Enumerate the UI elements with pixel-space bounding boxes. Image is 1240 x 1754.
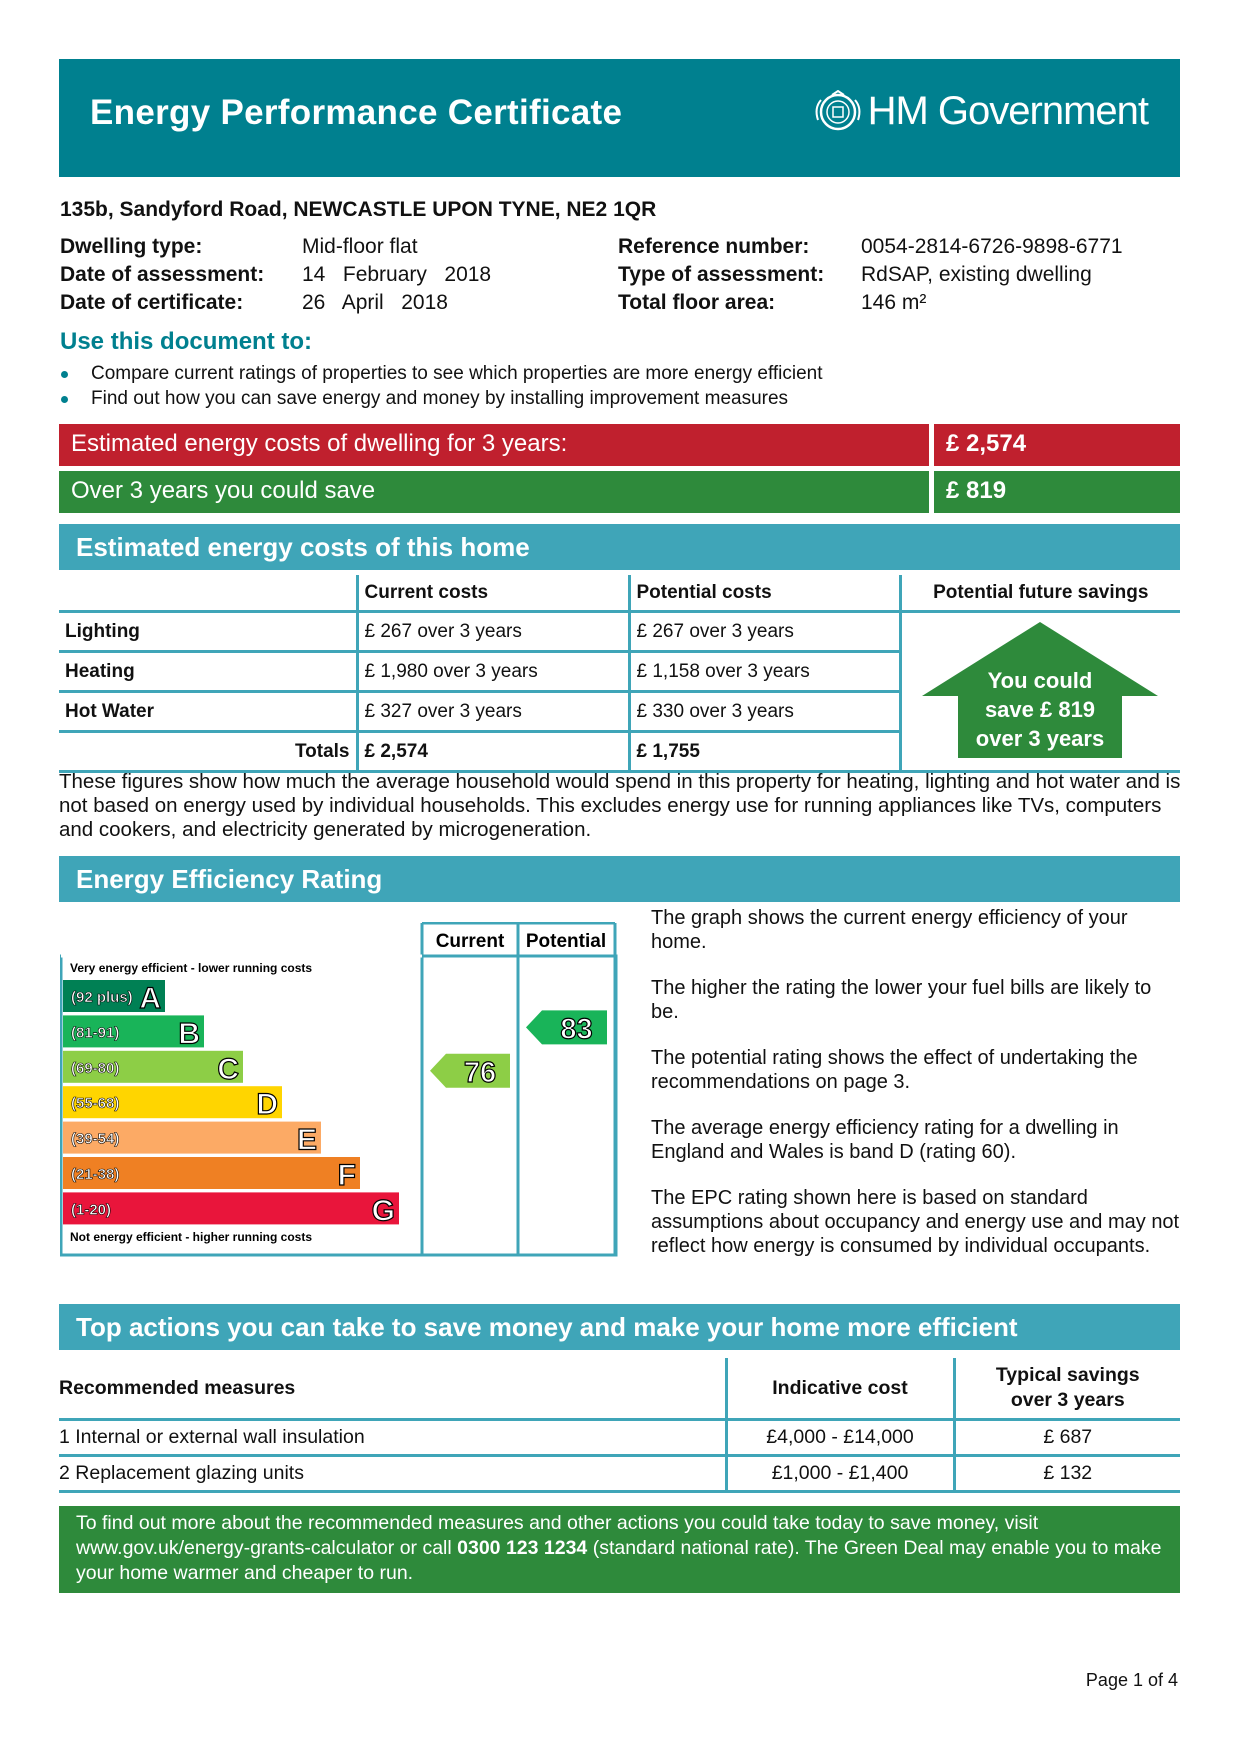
assessment-type-value: RdSAP, existing dwelling [861, 263, 1092, 286]
table-row [59, 1420, 1180, 1456]
explanation-paragraph: The higher the rating the lower your fuel bills are likely to be. [651, 977, 1152, 1023]
savings-value: £ 819 [946, 477, 1007, 504]
rating-band-range: (21-38) [71, 1166, 120, 1183]
savings-header [954, 1358, 1180, 1420]
current-cost: £ 267 over 3 years [357, 612, 629, 652]
savings-arrow [920, 622, 1160, 758]
rating-band-range: (39-54) [71, 1130, 120, 1148]
efficiency-explanation [651, 906, 1181, 1280]
measure-name: 1 Internal or external wall insulation [59, 1420, 726, 1456]
assessment-type-label: Type of assessment: [618, 263, 825, 286]
page-number: Page 1 of 4 [1085, 1670, 1178, 1690]
measures-header: Recommended measures [59, 1358, 726, 1420]
savings-bar [59, 471, 1180, 513]
rating-band-letter: D [256, 1088, 278, 1122]
assessment-date-label: Date of assessment: [60, 263, 265, 286]
page-title: Energy Performance Certificate [90, 93, 623, 132]
savings-label: Over 3 years you could save [71, 477, 376, 504]
floor-area-value: 146 m² [861, 291, 927, 314]
table-header-row [59, 1358, 1180, 1420]
current-cost: £ 1,980 over 3 years [357, 652, 629, 692]
measure-name: 2 Replacement glazing units [59, 1456, 726, 1492]
floor-area-label: Total floor area: [618, 291, 776, 314]
row-name: Lighting [59, 612, 357, 652]
row-name: Heating [59, 652, 357, 692]
current-column-label: Current [435, 931, 505, 952]
more-info-box [59, 1506, 1180, 1593]
list-item: Find out how you can save energy and money by installing improvement measures [60, 388, 823, 413]
table-header-cell: Potential costs [629, 575, 900, 612]
recommended-measures-table [59, 1358, 1180, 1493]
dwelling-type-value: Mid-floor flat [302, 235, 418, 258]
estimated-cost-label: Estimated energy costs of dwelling for 3 years: [71, 430, 568, 457]
measure-saving: £ 132 [954, 1456, 1180, 1492]
estimated-cost-value: £ 2,574 [946, 430, 1027, 457]
table-row [59, 1456, 1180, 1492]
more-info-text-start: To find out more about the recommended measures and other actions you could take today to save money, visit www.gov.uk/energy-grants-calculator or call [76, 1512, 1039, 1559]
estimated-cost-bar [59, 424, 1180, 466]
current-rating-marker-value: 76 [463, 1056, 497, 1089]
table-header-cell: Current costs [357, 575, 629, 612]
rating-band-range: (69-80) [71, 1059, 120, 1077]
savings-arrow-line: over 3 years [975, 726, 1105, 751]
savings-box [934, 471, 1180, 513]
rating-band-range: (92 plus) [71, 989, 133, 1006]
royal-crest-icon [812, 90, 864, 134]
rating-band-range: (1-20) [71, 1201, 112, 1219]
efficiency-rating-chart [60, 922, 620, 1262]
measure-cost: £4,000 - £14,000 [726, 1420, 954, 1456]
top-efficiency-label: Very energy efficient - lower running costs [70, 961, 313, 975]
rating-band-letter: A [139, 982, 161, 1015]
row-name: Hot Water [59, 692, 357, 732]
potential-column-label: Potential [525, 931, 607, 952]
current-cost: £ 327 over 3 years [357, 692, 629, 732]
savings-arrow-line: save £ 819 [984, 697, 1096, 722]
reference-number-value: 0054-2814-6726-9898-6771 [861, 235, 1123, 258]
costs-section-title: Estimated energy costs of this home [76, 532, 530, 562]
assessment-date-value: 14 February 2018 [302, 263, 492, 286]
property-address: 135b, Sandyford Road, NEWCASTLE UPON TYNE, NE2 1QR [60, 198, 657, 221]
government-name: HM Government [867, 89, 1148, 133]
more-info-text [76, 1511, 1176, 1586]
savings-header-line: Typical savings [995, 1364, 1140, 1386]
bottom-efficiency-label: Not energy efficient - higher running costs [70, 1230, 313, 1244]
potential-cost: £ 330 over 3 years [629, 692, 900, 732]
explanation-paragraph: The average energy efficiency rating for a dwelling in England and Wales is band D (rating 60). [651, 1117, 1119, 1163]
rating-band-letter: C [217, 1052, 239, 1086]
totals-label: Totals [59, 732, 357, 772]
costs-section-header [59, 524, 1180, 570]
rating-band-letter: E [296, 1123, 317, 1157]
hm-government-logo [812, 89, 1148, 134]
efficiency-section-title: Energy Efficiency Rating [76, 864, 383, 894]
potential-rating-marker-value: 83 [560, 1013, 593, 1046]
potential-cost: £ 267 over 3 years [629, 612, 900, 652]
actions-section-header [59, 1304, 1180, 1350]
explanation-paragraph: The EPC rating shown here is based on standard assumptions about occupancy and energy use and may not reflect how energy is consumed by individual occupants. [651, 1187, 1180, 1257]
reference-number-label: Reference number: [618, 235, 810, 258]
rating-band-range: (55-68) [71, 1095, 120, 1113]
explanation-paragraph: The potential rating shows the effect of undertaking the recommendations on page 3. [651, 1047, 1138, 1093]
measure-saving: £ 687 [954, 1420, 1180, 1456]
table-header-cell [59, 575, 357, 612]
cost-header: Indicative cost [726, 1358, 954, 1420]
rating-band-letter: B [178, 1017, 200, 1051]
rating-band-range: (81-91) [71, 1024, 120, 1042]
certificate-header [59, 59, 1180, 177]
list-item: Compare current ratings of properties to see which properties are more energy efficient [60, 363, 823, 388]
rating-band-letter: F [337, 1159, 356, 1192]
more-info-text-end: (standard national rate). The Green Deal may enable you to make your home warmer and cheaper to run. [76, 1537, 1162, 1584]
explanation-paragraph: The graph shows the current energy efficiency of your home. [651, 907, 1128, 953]
potential-cost: £ 1,158 over 3 years [629, 652, 900, 692]
estimated-cost-box [934, 424, 1180, 466]
efficiency-section-header [59, 856, 1180, 902]
dwelling-type-label: Dwelling type: [60, 235, 203, 258]
table-header-row [59, 575, 1180, 612]
table-header-cell: Potential future savings [900, 575, 1180, 612]
rating-band-letter: G [371, 1194, 395, 1228]
certificate-date-label: Date of certificate: [60, 291, 244, 314]
savings-header-line: over 3 years [1010, 1389, 1125, 1411]
certificate-date-value: 26 April 2018 [302, 291, 448, 314]
use-document-list [60, 363, 823, 413]
use-document-title: Use this document to: [60, 328, 313, 355]
actions-section-title: Top actions you can take to save money and make your home more efficient [76, 1312, 1018, 1342]
totals-current: £ 2,574 [357, 732, 629, 772]
measure-cost: £1,000 - £1,400 [726, 1456, 954, 1492]
savings-arrow-line: You could [987, 668, 1093, 693]
totals-potential: £ 1,755 [629, 732, 900, 772]
costs-note: These figures show how much the average household would spend in this property for heating, lighting and hot water and is not based on energy used by individual households. This excludes energy use for running appliances like TVs, computers and cookers, and electricity generated by microgeneration. [59, 770, 1181, 841]
helpline-number[interactable]: 0300 123 1234 [457, 1537, 588, 1559]
rating-band-g [63, 1192, 399, 1224]
